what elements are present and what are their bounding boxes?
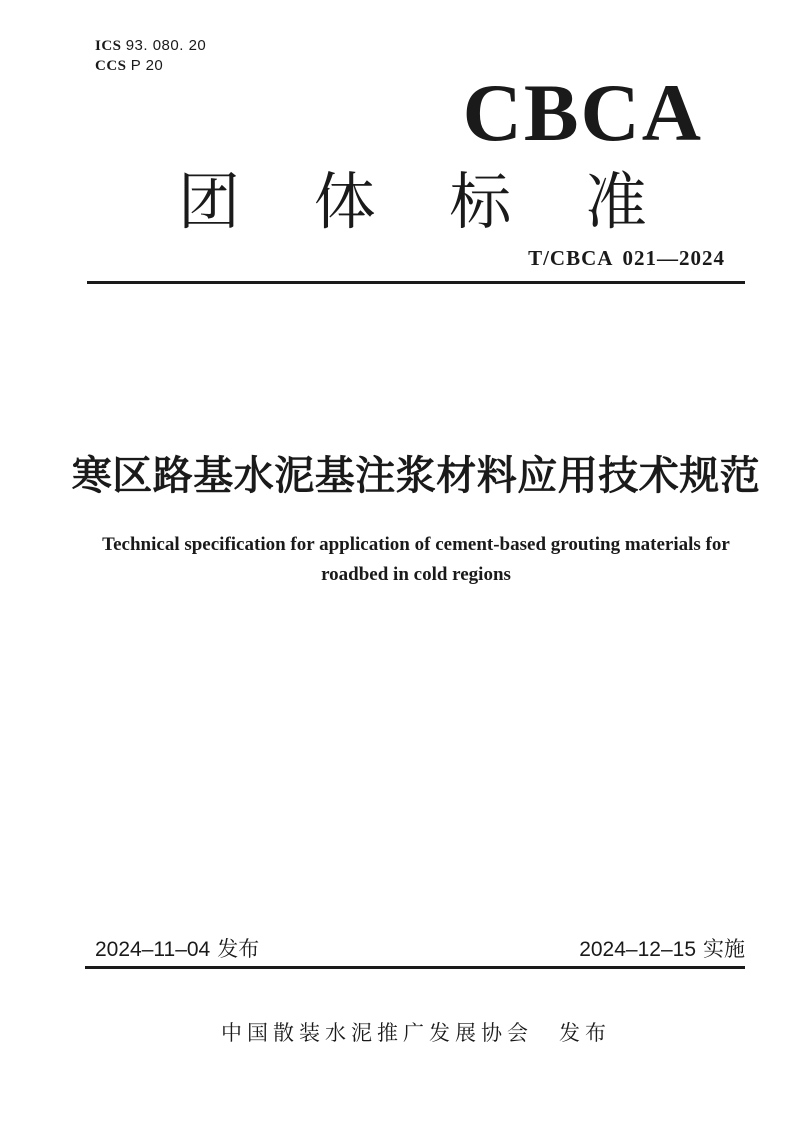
ccs-code-line: [95, 56, 206, 76]
footer-divider-rule: [85, 966, 745, 969]
publish-label: 发布: [559, 1021, 611, 1045]
standard-type-char: 准: [584, 168, 647, 237]
standard-type-heading: [178, 168, 647, 237]
publisher-line: [36, 1018, 796, 1048]
standard-type-char: 标: [449, 168, 512, 237]
standard-type-char: 团: [178, 168, 241, 237]
document-title-en-line1: Technical specification for application of cement-based grouting materials for: [102, 534, 730, 555]
org-acronym: CBCA: [462, 67, 703, 158]
ccs-label: CCS: [95, 58, 127, 74]
implementation-date-label: 实施: [703, 938, 745, 961]
document-title-zh: 寒区路基水泥基注浆材料应用技术规范: [71, 454, 761, 498]
standard-number: T/CBCA 021—2024: [528, 246, 725, 270]
classification-codes: [95, 36, 206, 76]
implementation-date: 2024–12–15: [579, 938, 696, 961]
document-title-en: [36, 530, 796, 590]
publisher-name: 中国散装水泥推广发展协会: [221, 1021, 533, 1045]
implementation-date-line: [579, 937, 745, 963]
issue-date-label: 发布: [217, 938, 260, 961]
ics-label: ICS: [95, 38, 122, 54]
standard-type-char: 体: [313, 168, 376, 237]
ics-code-line: [95, 36, 206, 56]
issue-date: 2024–11–04: [95, 938, 211, 961]
ccs-value: P 20: [130, 57, 164, 74]
ics-value: 93. 080. 20: [125, 37, 207, 54]
document-title-en-line2: roadbed in cold regions: [321, 564, 511, 585]
issue-date-line: [95, 937, 259, 963]
header-divider-rule: [87, 281, 745, 284]
